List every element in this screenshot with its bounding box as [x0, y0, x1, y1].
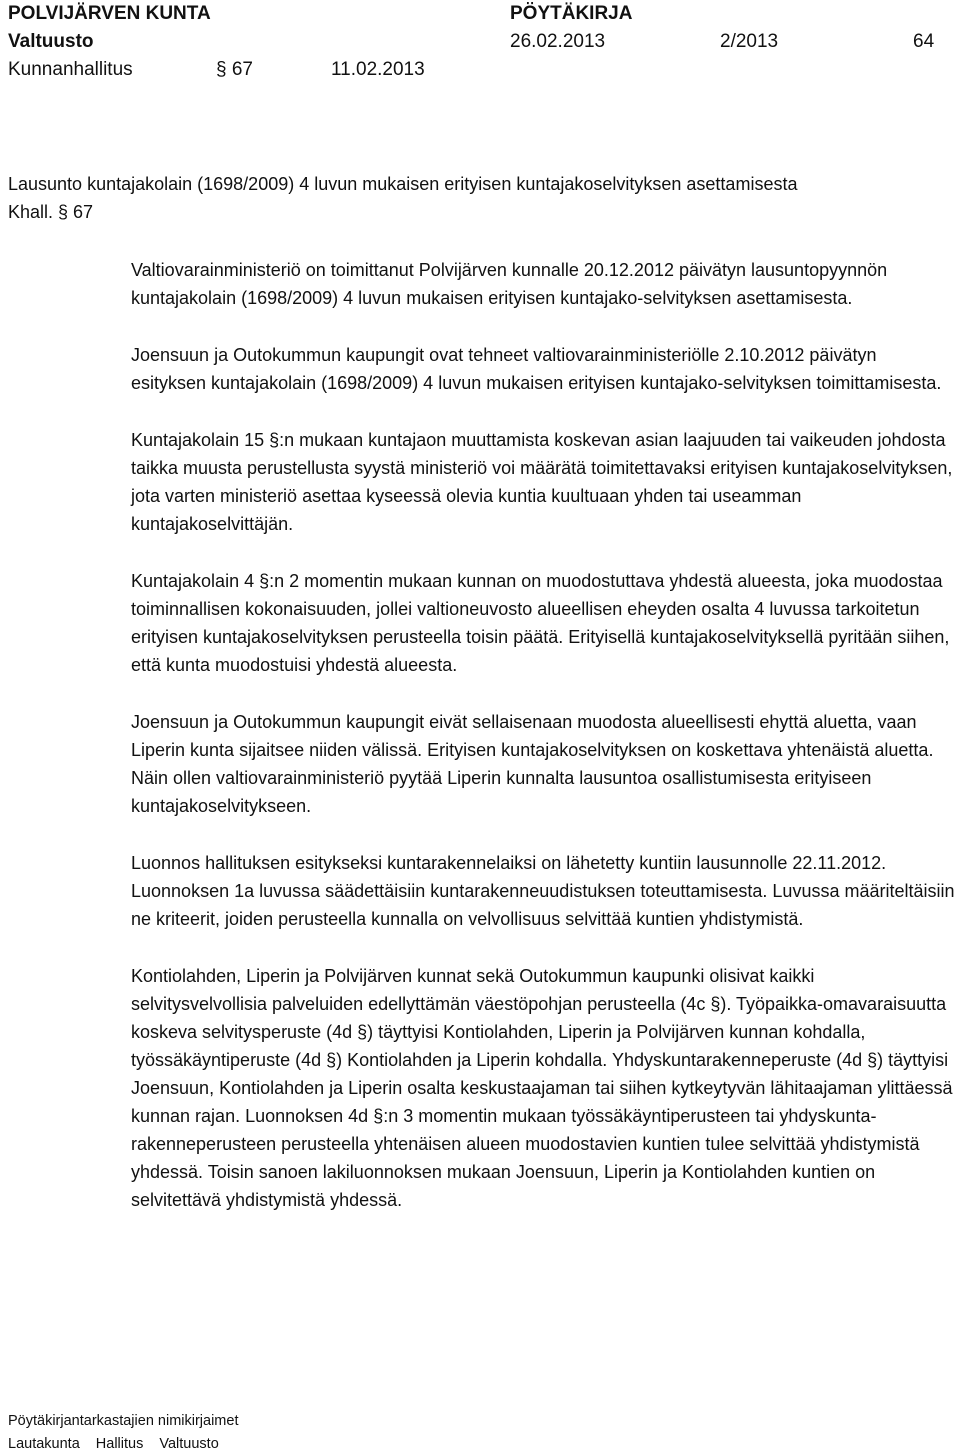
- meeting-body: Valtuusto: [8, 31, 94, 52]
- header-row-3: [8, 56, 952, 84]
- footer-col: Valtuusto: [159, 1436, 219, 1452]
- issue-number: 2/2013: [720, 31, 779, 52]
- footer-col: Hallitus: [95, 1436, 144, 1452]
- title-reference: Khall. § 67: [8, 202, 94, 222]
- header-row-1: [8, 0, 952, 28]
- prior-date: 11.02.2013: [331, 59, 425, 80]
- footer-col: Lautakunta: [8, 1436, 80, 1452]
- prior-body: Kunnanhallitus: [8, 59, 133, 80]
- paragraph: Valtiovarainministeriö on toimittanut Polvijärven kunnalle 20.12.2012 päivätyn lausuntopyynnön kuntajakolain (1698/2009) 4 luvun mukaisen erityisen kuntajako-selvityksen asettamisesta.: [131, 260, 888, 308]
- matter-title: [8, 170, 948, 226]
- paragraph: Joensuun ja Outokummun kaupungit ovat tehneet valtiovarainministeriölle 2.10.2012 päivätyn esityksen kuntajakolain (1698/2009) 4 luvun mukaisen erityisen kuntajako-selvityksen toimittamisesta.: [131, 345, 942, 393]
- header-row-2: [8, 28, 952, 56]
- doc-type: PÖYTÄKIRJA: [510, 3, 633, 24]
- paragraph: Luonnos hallituksen esitykseksi kuntarakennelaiksi on lähetetty kuntiin lausunnolle 22.11.2012. Luonnoksen 1a luvussa säädettäisiin kuntarakenneuudistuksen toteuttamisesta. Luvussa määriteltäisiin ne kriteerit, joiden perusteella kunnalla on velvollisuus selvittää kuntien yhdistymistä.: [131, 853, 955, 929]
- org-name: POLVIJÄRVEN KUNTA: [8, 3, 211, 24]
- paragraph: Kuntajakolain 4 §:n 2 momentin mukaan kunnan on muodostuttava yhdestä alueesta, joka muodostaa toiminnallisen kokonaisuuden, jollei valtioneuvosto alueellisen eheyden osalta 4 luvussa tarkoitetun erityisen kuntajakoselvityksen perusteella toisin päätä. Erityisellä kuntajakoselvityksellä pyritään siihen, että kunta muodostuisi yhdestä alueesta.: [131, 571, 950, 675]
- page-header: [8, 0, 952, 84]
- paragraph: Joensuun ja Outokummun kaupungit eivät sellaisenaan muodosta alueellisesti ehyttä aluetta, vaan Liperin kunta sijaitsee niiden välissä. Erityisen kuntajakoselvityksen on koskettava yhtenäistä aluetta. Näin ollen valtiovarainministeriö pyytää Liperin kunnalta lausuntoa osallistumisesta erityiseen kuntajakoselvitykseen.: [131, 712, 934, 816]
- prior-section: § 67: [216, 59, 253, 80]
- meeting-date: 26.02.2013: [510, 31, 606, 52]
- paragraph: Kuntajakolain 15 §:n mukaan kuntajaon muuttamista koskevan asian laajuuden tai vaikeuden johdosta taikka muusta perustellusta syystä ministeriö voi määrätä toimitettavaksi erityisen kuntajakoselvityksen, jota varten ministeriö asettaa kyseessä olevia kuntia kuultuaan yhden tai useamman kuntajakoselvittäjän.: [131, 430, 953, 534]
- footer-label: Pöytäkirjantarkastajien nimikirjaimet: [8, 1413, 239, 1429]
- document-body: [131, 256, 955, 1243]
- paragraph: Kontiolahden, Liperin ja Polvijärven kunnat sekä Outokummun kaupunki olisivat kaikki selvitysvelvollisia palveluiden edellyttämän väestöpohjan perusteella (4c §). Työpaikka-omavaraisuutta koskeva selvitysperuste (4d §) täyttyisi Kontiolahden, Liperin ja Polvijärven kunnan kohdalla, työssäkäyntiperuste (4d §) Kontiolahden ja Liperin kohdalla. Yhdyskuntarakenneperuste (4d §) täyttyisi Joensuun, Kontiolahden ja Liperin osalta keskustaajaman tai siihen kytkeytyvän lähitaajaman ylittäessä kunnan rajan. Luonnoksen 4d §:n 3 momentin mukaan työssäkäyntiperusteen tai yhdyskunta-rakenneperusteen perusteella yhtenäisen alueen muodostavien kuntien tulee selvittää yhdistymistä yhdessä. Toisin sanoen lakiluonnoksen mukaan Joensuun, Liperin ja Kontiolahden kuntien on selvitettävä yhdistymistä yhdessä.: [131, 966, 953, 1210]
- title-line: Lausunto kuntajakolain (1698/2009) 4 luvun mukaisen erityisen kuntajakoselvityksen asettamisesta: [8, 174, 798, 194]
- page-footer: [8, 1410, 952, 1456]
- page-number: 64: [913, 31, 935, 52]
